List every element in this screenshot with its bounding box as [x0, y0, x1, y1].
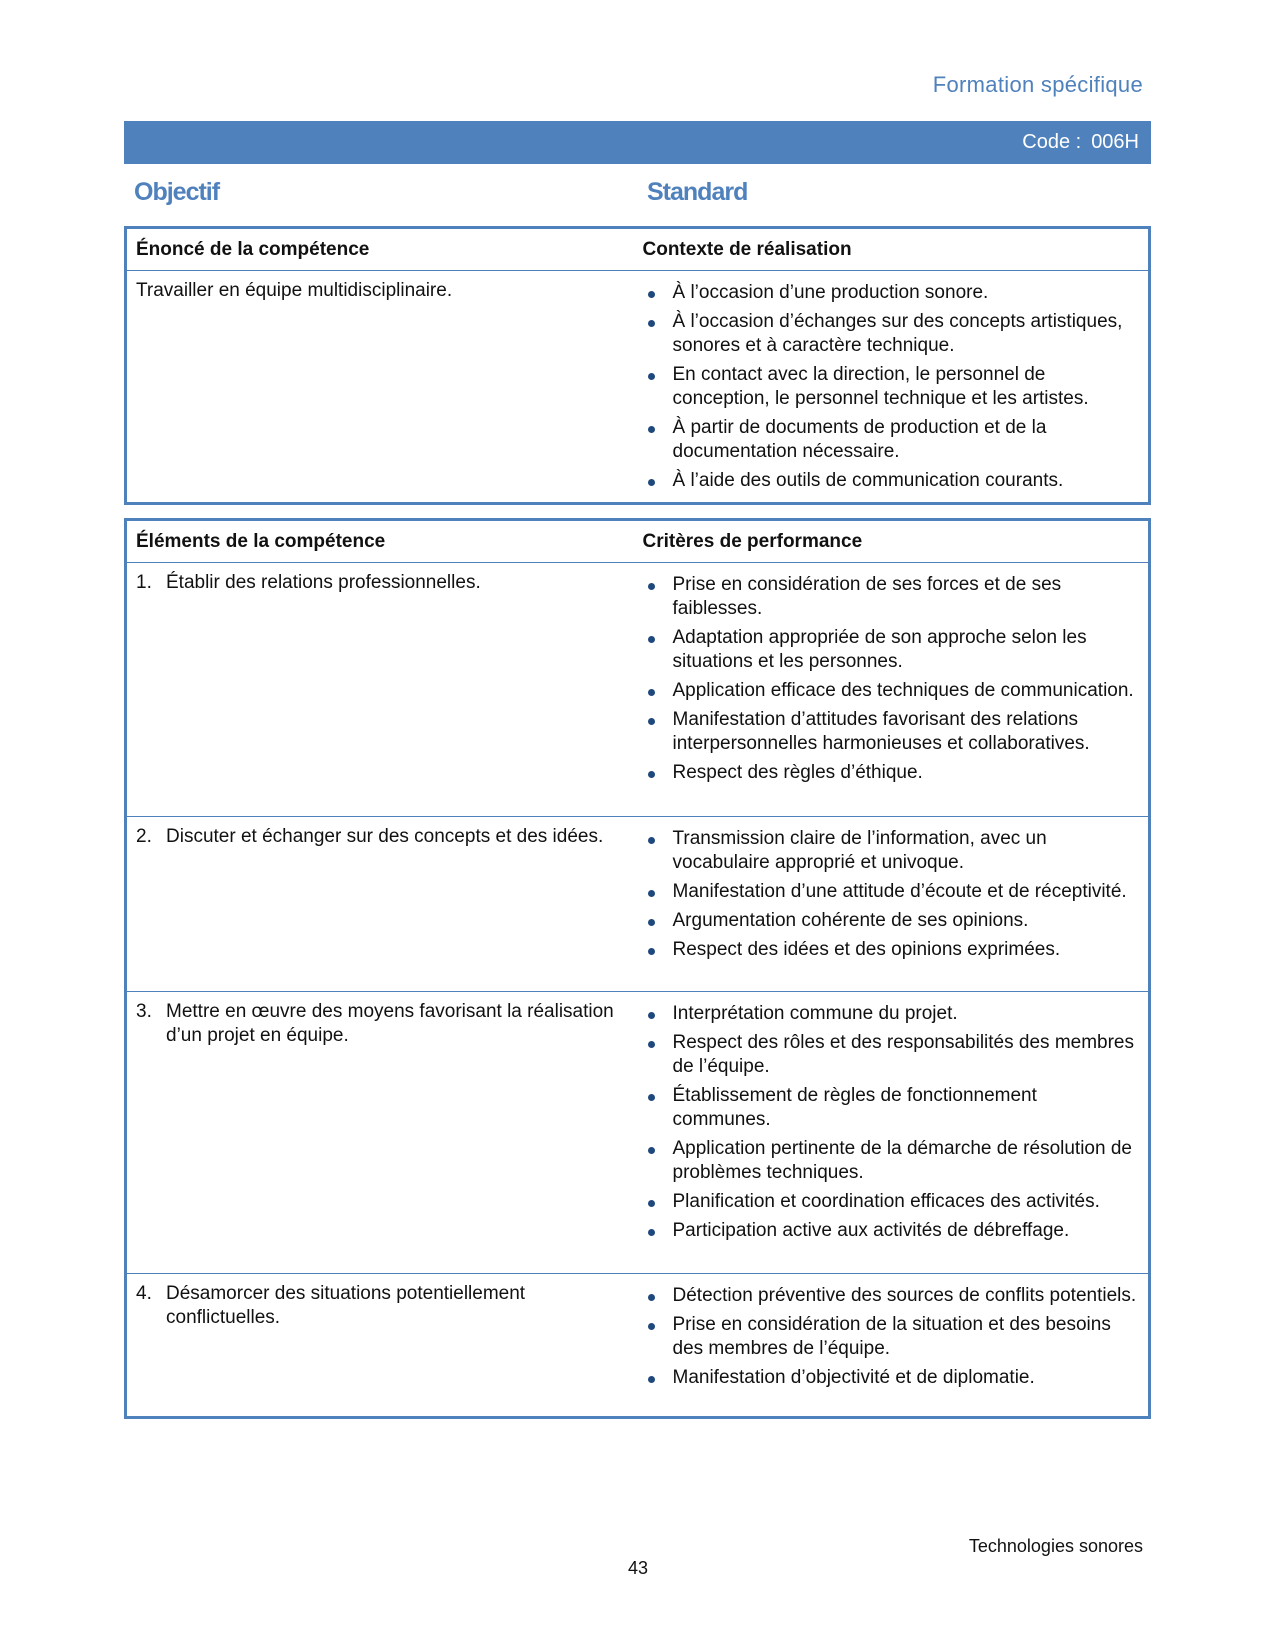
- section-standard: Standard: [647, 178, 748, 206]
- header-criteria: Critères de performance: [629, 520, 1150, 563]
- list-item: Détection préventive des sources de conflits potentiels.: [643, 1284, 1139, 1308]
- element-text: Établir des relations professionnelles.: [166, 572, 481, 593]
- element-number: 3.: [136, 1001, 152, 1022]
- code-banner: [124, 121, 1151, 164]
- list-item: Application pertinente de la démarche de résolution de problèmes techniques.: [643, 1137, 1139, 1185]
- element-number: 2.: [136, 826, 152, 847]
- list-item: Interprétation commune du projet.: [643, 1002, 1139, 1026]
- page-number: 43: [628, 1558, 649, 1578]
- list-item: Respect des règles d’éthique.: [643, 761, 1139, 785]
- header-statement: Énoncé de la compétence: [126, 228, 629, 271]
- list-item: À l’aide des outils de communication courants.: [643, 469, 1139, 493]
- list-item: Adaptation appropriée de son approche selon les situations et les personnes.: [643, 626, 1139, 674]
- document-section-title: Formation spécifique: [932, 72, 1143, 97]
- list-item: Argumentation cohérente de ses opinions.: [643, 909, 1139, 933]
- list-item: Établissement de règles de fonctionnement communes.: [643, 1084, 1139, 1132]
- code-value: 006H: [1091, 131, 1139, 153]
- code-label: Code :: [1022, 131, 1082, 153]
- list-item: Manifestation d’une attitude d’écoute et de réceptivité.: [643, 880, 1139, 904]
- header-elements: Éléments de la compétence: [126, 520, 629, 563]
- list-item: Respect des rôles et des responsabilités des membres de l’équipe.: [643, 1031, 1139, 1079]
- list-item: Transmission claire de l’information, avec un vocabulaire approprié et univoque.: [643, 827, 1139, 875]
- table-row: [126, 1274, 1150, 1418]
- list-item: Manifestation d’objectivité et de diplomatie.: [643, 1366, 1139, 1390]
- table-row: [126, 563, 1150, 817]
- list-item: À partir de documents de production et de la documentation nécessaire.: [643, 416, 1139, 464]
- table-row: [126, 992, 1150, 1274]
- element-number: 4.: [136, 1283, 152, 1304]
- element-text: Désamorcer des situations potentiellement conflictuelles.: [166, 1283, 526, 1328]
- footer-program: Technologies sonores: [968, 1536, 1143, 1556]
- list-item: Planification et coordination efficaces des activités.: [643, 1190, 1139, 1214]
- header-context: Contexte de réalisation: [629, 228, 1150, 271]
- list-item: Application efficace des techniques de communication.: [643, 679, 1139, 703]
- context-list: [643, 281, 1139, 493]
- list-item: Prise en considération de la situation et des besoins des membres de l’équipe.: [643, 1313, 1139, 1361]
- list-item: En contact avec la direction, le personnel de conception, le personnel technique et les artistes.: [643, 363, 1139, 411]
- list-item: Participation active aux activités de débreffage.: [643, 1219, 1139, 1243]
- list-item: À l’occasion d’une production sonore.: [643, 281, 1139, 305]
- table-row: [126, 817, 1150, 992]
- list-item: À l’occasion d’échanges sur des concepts artistiques, sonores et à caractère technique.: [643, 310, 1139, 358]
- section-objectif: Objectif: [134, 178, 220, 206]
- element-text: Discuter et échanger sur des concepts et des idées.: [166, 826, 604, 847]
- element-number: 1.: [136, 572, 152, 593]
- competence-statement: Travailler en équipe multidisciplinaire.: [126, 271, 629, 504]
- element-text: Mettre en œuvre des moyens favorisant la réalisation d’un projet en équipe.: [166, 1001, 614, 1046]
- list-item: Manifestation d’attitudes favorisant des relations interpersonnelles harmonieuses et collaboratives.: [643, 708, 1139, 756]
- competence-table: [124, 226, 1151, 505]
- list-item: Respect des idées et des opinions exprimées.: [643, 938, 1139, 962]
- list-item: Prise en considération de ses forces et de ses faiblesses.: [643, 573, 1139, 621]
- elements-table: [124, 518, 1151, 1419]
